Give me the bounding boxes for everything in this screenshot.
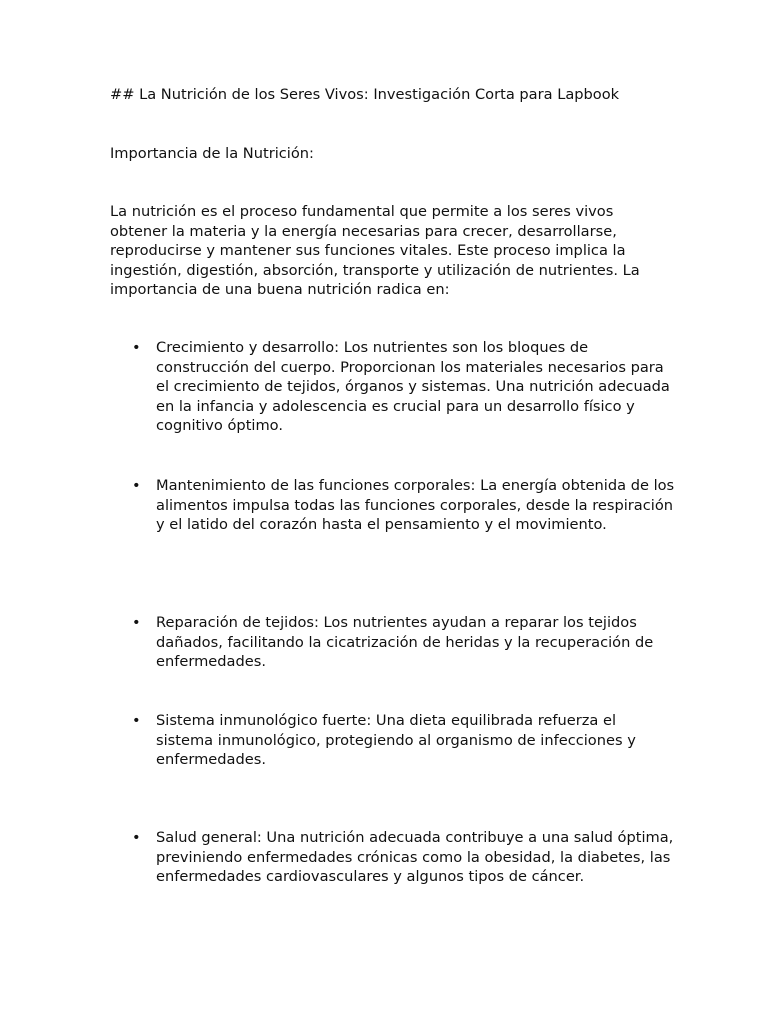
list-item [132,828,676,887]
bullet-icon: • [132,477,141,494]
bullet-icon: • [132,712,141,729]
list-item [132,711,676,770]
bullet-icon: • [132,339,141,356]
bullet-icon: • [132,829,141,846]
intro-paragraph: La nutrición es el proceso fundamental que permite a los seres vivos obtener la materia y la energía necesarias para crecer, desarrollarse, reproducirse y mantener sus funciones vitales. Este proceso implica la ingestión, digestión, absorción, transporte y utilización de nutrientes. La importancia de una buena nutrición radica en: [110,203,640,299]
list-item-text: Reparación de tejidos: Los nutrientes ayudan a reparar los tejidos dañados, facilitando la cicatrización de heridas y la recuperación de enfermedades. [156,614,654,671]
list-item-text: Mantenimiento de las funciones corporales: La energía obtenida de los alimentos impulsa todas las funciones corporales, desde la respiración y el latido del corazón hasta el pensamiento y el movimiento. [156,477,675,534]
list-item-text: Crecimiento y desarrollo: Los nutrientes son los bloques de construcción del cuerpo. Proporcionan los materiales necesarios para el crecimiento de tejidos, órganos y sistemas. Una nutrición adecuada en la infancia y adolescencia es crucial para un desarrollo físico y cognitivo óptimo. [156,339,670,435]
document-title: ## La Nutrición de los Seres Vivos: Investigación Corta para Lapbook [110,86,620,103]
list-item [132,338,676,436]
bullet-icon: • [132,614,141,631]
list-item-text: Sistema inmunológico fuerte: Una dieta equilibrada refuerza el sistema inmunológico, protegiendo al organismo de infecciones y enfermedades. [156,712,636,769]
list-item [132,613,676,672]
list-item [132,476,676,535]
list-item-text: Salud general: Una nutrición adecuada contribuye a una salud óptima, previniendo enfermedades crónicas como la obesidad, la diabetes, las enfermedades cardiovasculares y algunos tipos de cáncer. [156,829,674,886]
section-title: Importancia de la Nutrición: [110,145,314,162]
